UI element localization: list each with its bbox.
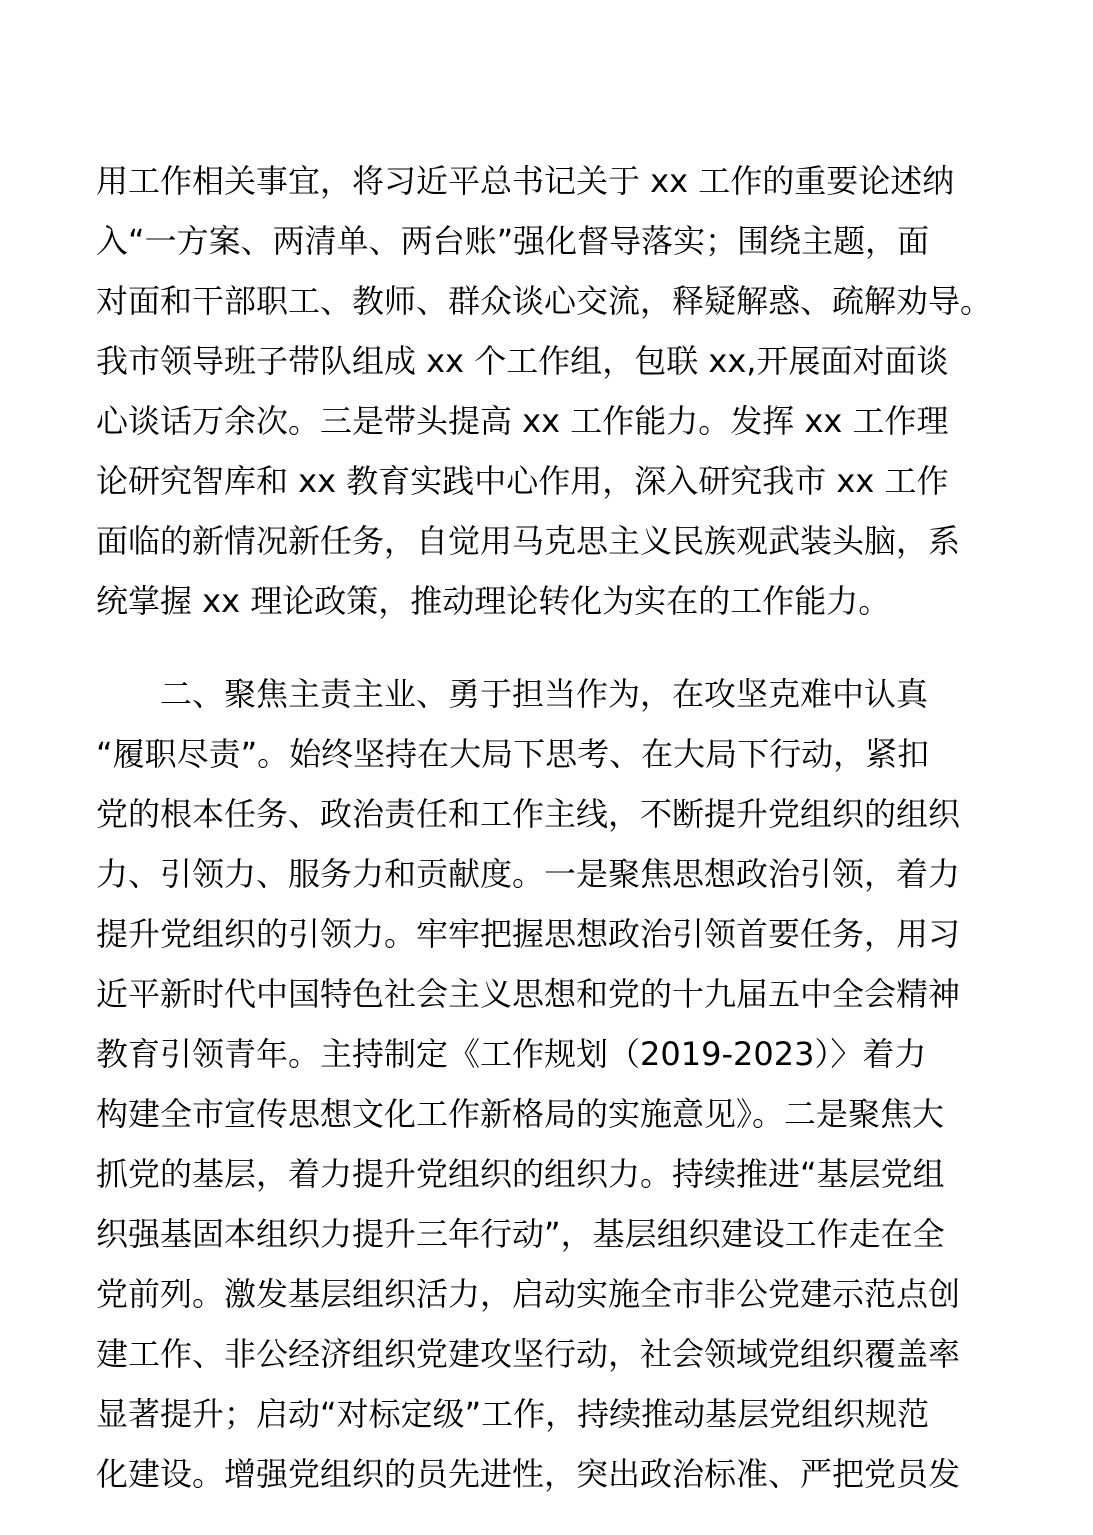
- paragraph-1-line-1: 用工作相关事宜，将习近平总书记关于 xx 工作的重要论述纳: [96, 162, 955, 200]
- paragraph-1-line-4: 我市领导班子带队组成 xx 个工作组，包联 xx,开展面对面谈: [96, 342, 949, 380]
- paragraph-2-line-7: 教育引领青年。主持制定《工作规划（2019-2023）〉着力: [96, 1035, 927, 1073]
- paragraph-2-line-11: 党前列。激发基层组织活力，启动实施全市非公党建示范点创: [96, 1275, 961, 1313]
- paragraph-1-line-3: 对面和干部职工、教师、群众谈心交流，释疑解惑、疏解劝导。: [96, 282, 993, 320]
- paragraph-2-line-8: 构建全市宣传思想文化工作新格局的实施意见》。二是聚焦大: [96, 1095, 945, 1133]
- paragraph-1-line-2: 入“一方案、两清单、两台账”强化督导落实；围绕主题，面: [96, 222, 930, 260]
- paragraph-1-line-8: 统掌握 xx 理论政策，推动理论转化为实在的工作能力。: [96, 582, 891, 620]
- paragraph-2-line-10: 织强基固本组织力提升三年行动”，基层组织建设工作走在全: [96, 1215, 945, 1253]
- paragraph-1-line-5: 心谈话万余次。三是带头提高 xx 工作能力。发挥 xx 工作理: [96, 402, 949, 440]
- paragraph-1-line-6: 论研究智库和 xx 教育实践中心作用，深入研究我市 xx 工作: [96, 462, 949, 500]
- paragraph-2-line-12: 建工作、非公经济组织党建攻坚行动，社会领域党组织覆盖率: [96, 1335, 961, 1373]
- paragraph-2-line-1: 二、聚焦主责主业、勇于担当作为，在攻坚克难中认真: [160, 675, 929, 713]
- paragraph-2-line-3: 党的根本任务、政治责任和工作主线，不断提升党组织的组织: [96, 795, 961, 833]
- paragraph-2-line-14: 化建设。增强党组织的员先进性，突出政治标准、严把党员发: [96, 1455, 961, 1493]
- paragraph-2-line-4: 力、引领力、服务力和贡献度。一是聚焦思想政治引领，着力: [96, 855, 961, 893]
- paragraph-2-line-5: 提升党组织的引领力。牢牢把握思想政治引领首要任务，用习: [96, 915, 961, 953]
- paragraph-2-line-6: 近平新时代中国特色社会主义思想和党的十九届五中全会精神: [96, 975, 961, 1013]
- paragraph-2-line-9: 抓党的基层，着力提升党组织的组织力。持续推进“基层党组: [96, 1155, 945, 1193]
- paragraph-2-line-2: “履职尽责”。始终坚持在大局下思考、在大局下行动，紧扣: [96, 735, 930, 773]
- paragraph-2-line-13: 显著提升；启动“对标定级”工作，持续推动基层党组织规范: [96, 1395, 930, 1433]
- paragraph-1-line-7: 面临的新情况新任务，自觉用马克思主义民族观武装头脑，系: [96, 522, 961, 560]
